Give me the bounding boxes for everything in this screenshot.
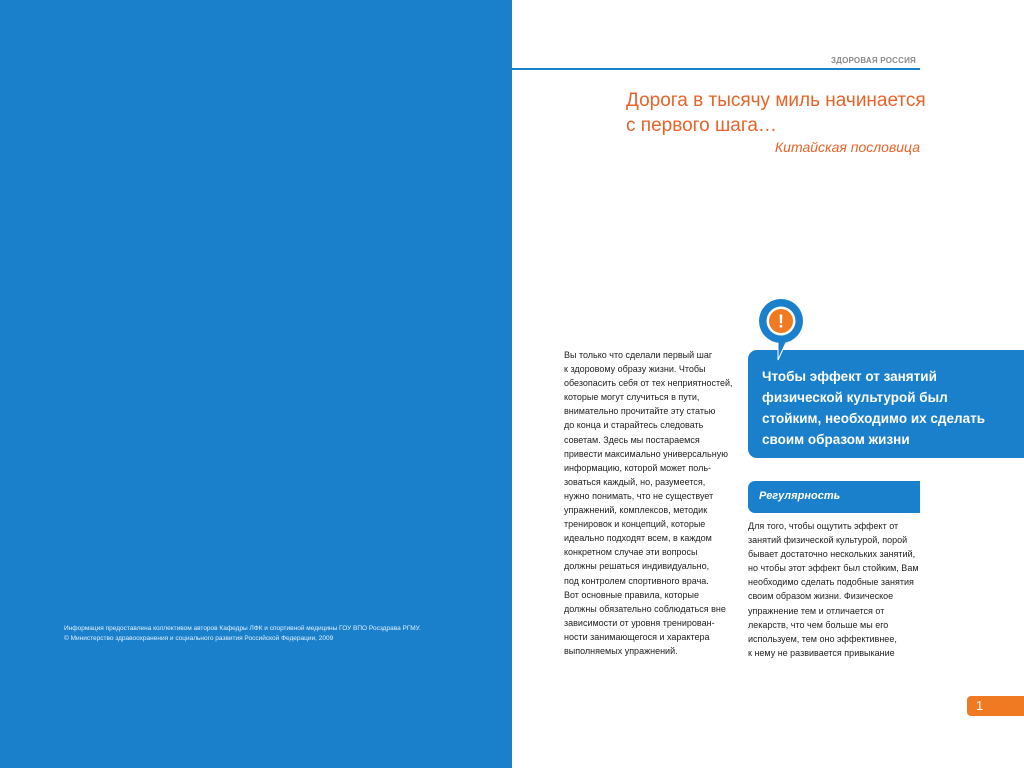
section-body-text xyxy=(748,519,923,660)
body-line: советам. Здесь мы постараемся xyxy=(564,434,700,445)
exclamation-glyph: ! xyxy=(778,311,784,332)
body-line: внимательно прочитайте эту статью xyxy=(564,406,716,417)
quote-line: Дорога в тысячу миль начинается xyxy=(626,90,926,111)
body-line: должны обязательно соблюдаться вне xyxy=(564,603,726,614)
body-line: ности занимающегося и характера xyxy=(564,631,710,642)
key-message-callout xyxy=(748,350,1024,458)
body-line: нужно понимать, что не существует xyxy=(564,490,714,501)
body-line: информацию, которой может поль- xyxy=(564,462,712,473)
section-line: необходимо сделать подобные занятия xyxy=(748,577,914,588)
body-line: привести максимально универсальную xyxy=(564,448,728,459)
body-line: конкретном случае эти вопросы xyxy=(564,547,698,558)
section-line: лекарств, что чем больше мы его xyxy=(748,619,889,630)
section-line: своим образом жизни. Физическое xyxy=(748,591,894,602)
body-line: идеально подходят всем, в каждом xyxy=(564,533,712,544)
section-title: Регулярность xyxy=(759,490,841,502)
body-line: выполняемых упражнений. xyxy=(564,645,678,656)
body-line: должны решаться индивидуально, xyxy=(564,561,710,572)
exclamation-icon xyxy=(758,298,804,362)
credits-line: Информация предоставлена коллективом авторов Кафедры ЛФК и спортивной медицины ГОУ ВПО Росздрава РГМУ. xyxy=(64,625,421,632)
callout-line: физической культурой был xyxy=(762,390,948,405)
callout-line: стойким, необходимо их сделать xyxy=(762,411,985,426)
body-line: под контролем спортивного врача. xyxy=(564,575,709,586)
credits-line: © Министерство здравоохранения и социального развития Российской Федерации, 2009 xyxy=(64,635,334,642)
section-line: к нему не развивается привыкание xyxy=(748,647,895,658)
section-line: бывает достаточно нескольких занятий, xyxy=(748,549,916,560)
page-number-tab xyxy=(967,696,1024,716)
credits-text xyxy=(64,624,484,644)
body-line: зоваться каждый, но, разумеется, xyxy=(564,476,706,487)
section-header xyxy=(748,481,920,513)
intro-body-text xyxy=(564,348,744,658)
body-line: тренировок и концепций, которые xyxy=(564,519,706,530)
body-line: упражнений, комплексов, методик xyxy=(564,505,708,516)
section-line: Для того, чтобы ощутить эффект от xyxy=(748,521,899,531)
body-line: зависимости от уровня тренирован- xyxy=(564,617,715,628)
body-line: Вы только что сделали первый шаг xyxy=(564,350,713,360)
running-header: ЗДОРОВАЯ РОССИЯ xyxy=(830,56,916,65)
section-line: упражнение тем и отличается от xyxy=(748,605,885,616)
section-line: используем, тем оно эффективнее, xyxy=(748,633,897,644)
callout-text xyxy=(762,366,1024,450)
body-line: до конца и старайтесь следовать xyxy=(564,420,704,431)
body-line: к здоровому образу жизни. Чтобы xyxy=(564,364,706,375)
section-line: но чтобы этот эффект был стойким, Вам xyxy=(748,563,919,574)
header-divider xyxy=(512,68,920,70)
right-page-panel xyxy=(512,0,1024,768)
epigraph-quote xyxy=(626,88,946,138)
body-line: которые могут случиться в пути, xyxy=(564,392,700,403)
quote-line: с первого шага… xyxy=(626,115,777,136)
body-line: Вот основные правила, которые xyxy=(564,589,699,600)
quote-source: Китайская пословица xyxy=(774,139,920,155)
callout-line: Чтобы эффект от занятий xyxy=(762,369,937,384)
section-line: занятий физической культурой, порой xyxy=(748,535,908,546)
callout-line: своим образом жизни xyxy=(762,432,910,447)
page-number: 1 xyxy=(976,698,984,713)
body-line: обезопасить себя от тех неприятностей, xyxy=(564,378,733,389)
